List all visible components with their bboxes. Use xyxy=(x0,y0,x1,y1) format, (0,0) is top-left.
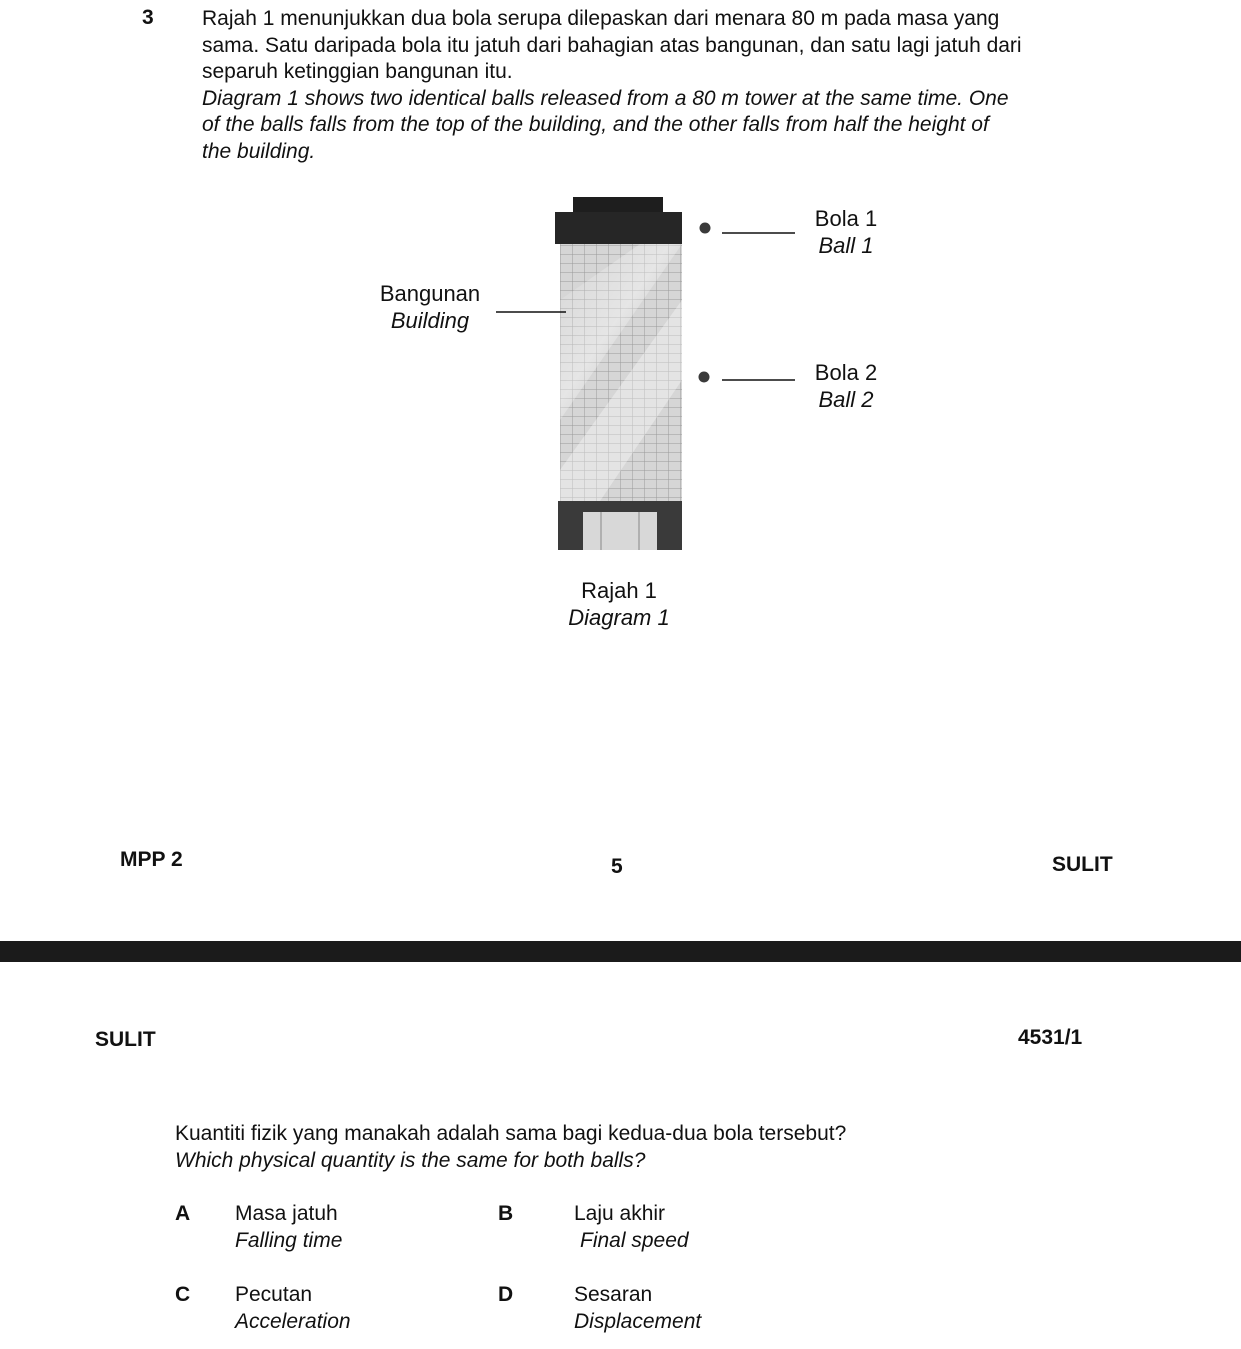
option-a[interactable] xyxy=(235,1200,342,1254)
building-roof-top xyxy=(573,197,663,213)
option-d-en: Displacement xyxy=(574,1310,702,1333)
building-label-ms: Bangunan xyxy=(379,281,481,306)
question-line-ms-2: sama. Satu daripada bola itu jatuh dari bahagian atas bangunan, dan satu lagi jatuh dari xyxy=(202,33,1022,57)
page-divider xyxy=(0,941,1241,962)
ball-1 xyxy=(700,223,711,234)
next-page-header-right: 4531/1 xyxy=(1018,1026,1083,1049)
question-line-en-1: Diagram 1 shows two identical balls released from a 80 m tower at the same time. One xyxy=(202,86,1009,110)
question-continuation xyxy=(175,1120,846,1174)
question-line-en-3: the building. xyxy=(202,139,316,163)
option-b-en: Final speed xyxy=(580,1229,689,1252)
option-c[interactable] xyxy=(235,1281,351,1335)
option-b-ms: Laju akhir xyxy=(574,1202,666,1225)
ball-1-label-en: Ball 1 xyxy=(818,233,874,258)
diagram-caption-ms: Rajah 1 xyxy=(581,578,657,603)
building-label-en: Building xyxy=(390,308,470,333)
footer-left: MPP 2 xyxy=(120,848,183,871)
option-d[interactable] xyxy=(574,1281,701,1335)
option-d-letter: D xyxy=(498,1283,514,1306)
next-page-header-left: SULIT xyxy=(95,1028,156,1051)
question-line-ms-3: separuh ketinggian bangunan itu. xyxy=(202,60,513,83)
ball-2-label-en: Ball 2 xyxy=(818,387,874,412)
ball-2 xyxy=(699,372,710,383)
option-d-ms: Sesaran xyxy=(574,1283,653,1306)
building-diagram xyxy=(0,0,1241,600)
ball-1-label xyxy=(792,205,900,259)
building-label xyxy=(366,280,494,334)
option-a-en: Falling time xyxy=(235,1229,343,1252)
option-a-ms: Masa jatuh xyxy=(235,1202,338,1225)
building-entrance xyxy=(583,512,657,550)
ball-2-label xyxy=(792,359,900,413)
question-number: 3 xyxy=(142,6,154,29)
footer-page-number: 5 xyxy=(611,855,623,878)
diagram-caption xyxy=(549,577,689,631)
option-a-letter: A xyxy=(175,1202,191,1225)
footer-right: SULIT xyxy=(1052,853,1113,876)
ball-2-label-ms: Bola 2 xyxy=(814,360,878,385)
option-c-en: Acceleration xyxy=(235,1310,351,1333)
question-line-en-2: of the balls falls from the top of the building, and the other falls from half the height of xyxy=(202,113,989,136)
diagram-caption-en: Diagram 1 xyxy=(568,605,670,630)
option-c-letter: C xyxy=(175,1283,191,1306)
option-b-letter: B xyxy=(498,1202,514,1225)
ball-1-label-ms: Bola 1 xyxy=(814,206,878,231)
option-b[interactable] xyxy=(574,1200,689,1254)
question-line-ms-1: Rajah 1 menunjukkan dua bola serupa dilepaskan dari menara 80 m pada masa yang xyxy=(202,7,1000,30)
option-c-ms: Pecutan xyxy=(235,1283,313,1306)
question-cont-en: Which physical quantity is the same for both balls? xyxy=(175,1149,646,1172)
question-cont-ms: Kuantiti fizik yang manakah adalah sama bagi kedua-dua bola tersebut? xyxy=(175,1122,847,1145)
building-roof-base xyxy=(555,212,682,244)
